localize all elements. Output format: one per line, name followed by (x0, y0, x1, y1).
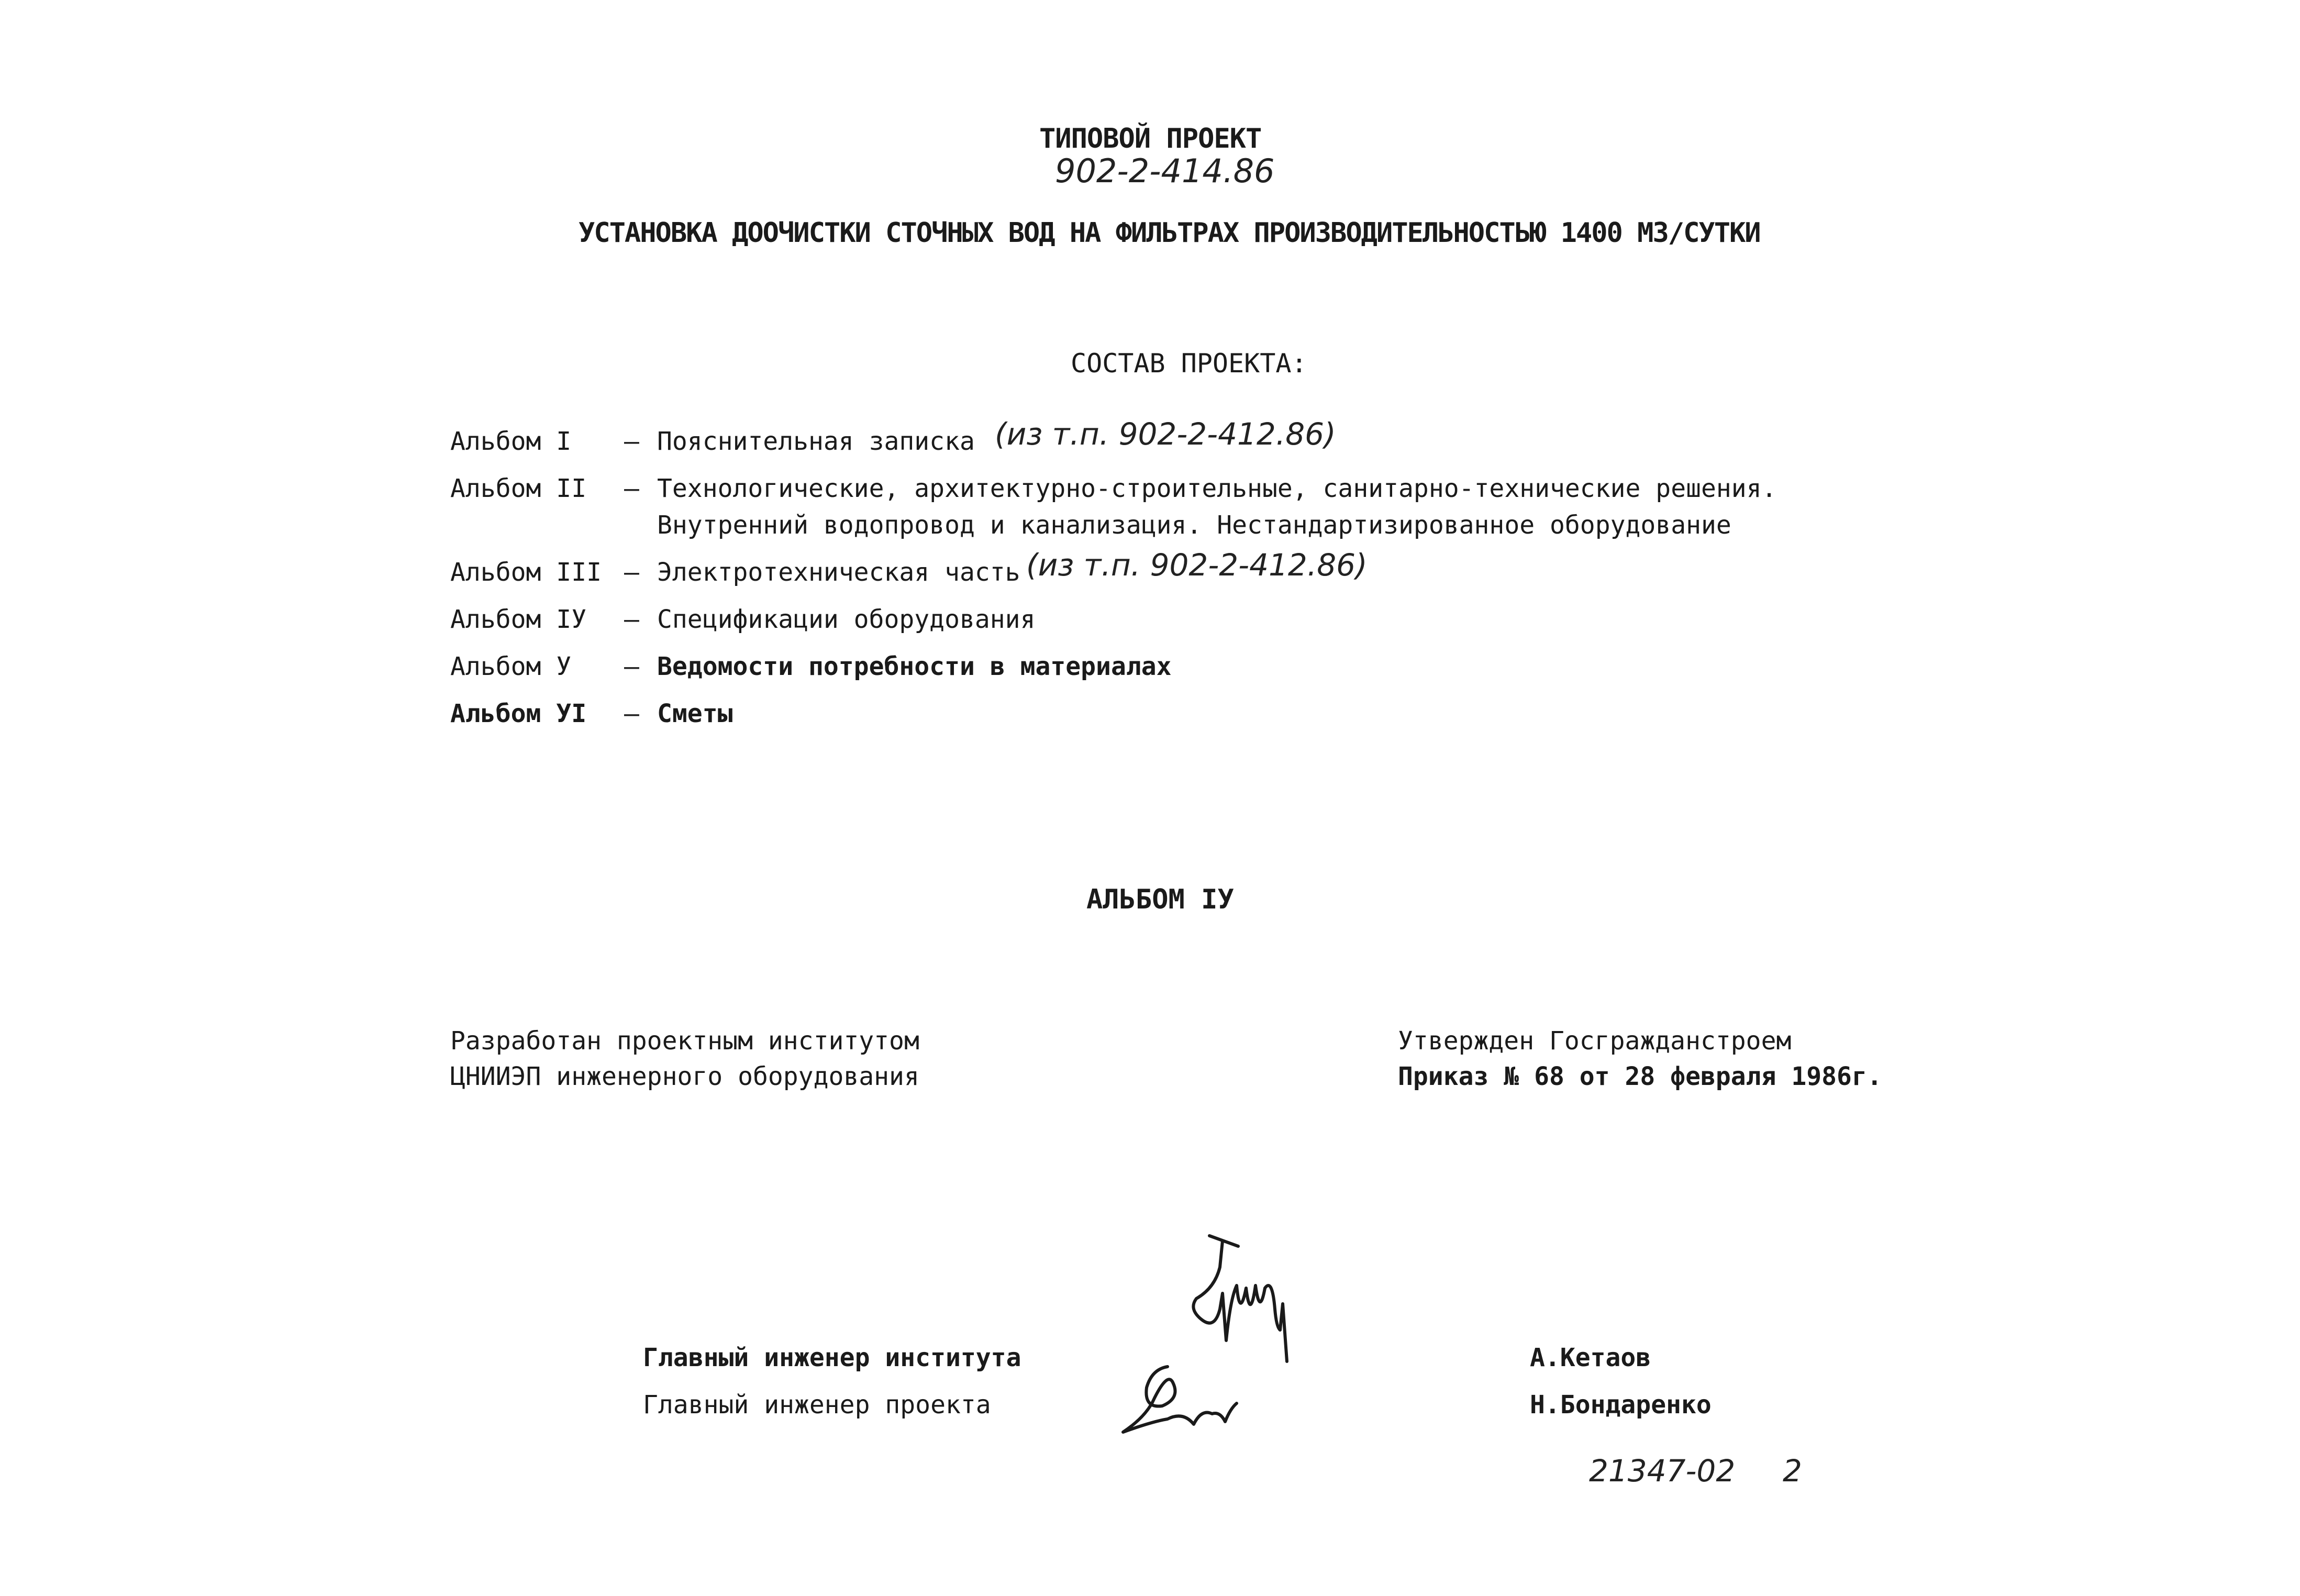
album-code-1: Альбом I (450, 427, 572, 456)
album-title: АЛЬБОМ IУ (1086, 884, 1234, 915)
album-note-3: (из т.п. 902-2-412.86) (1026, 547, 1368, 583)
signature-chief-engineer-institute (1193, 1236, 1287, 1361)
album-text-2: Технологические, архитектурно-строительные, санитарно-технические решения. (657, 474, 1777, 503)
album-dash-2: – (624, 474, 639, 503)
approval-line-2: Приказ № 68 от 28 февраля 1986г. (1398, 1062, 1882, 1091)
album-code-6: Альбом УI (450, 699, 587, 728)
album-code-3: Альбом III (450, 558, 602, 587)
album-text-5: Ведомости потребности в материалах (657, 652, 1172, 681)
album-text-3: Электротехническая часть (657, 558, 1020, 587)
developer-line-2: ЦНИИЭП инженерного оборудования (450, 1062, 919, 1091)
approval-line-1: Утвержден Госгражданстроем (1398, 1026, 1792, 1056)
album-code-4: Альбом IУ (450, 605, 587, 634)
signatory-role-1: Главный инженер института (643, 1343, 1021, 1372)
signatory-role-2: Главный инженер проекта (643, 1390, 991, 1420)
page-number: 2 (1783, 1453, 1802, 1489)
signature-chief-engineer-project (1123, 1367, 1237, 1432)
album-dash-5: – (624, 652, 639, 681)
album-note-1: (из т.п. 902-2-412.86) (995, 416, 1336, 452)
signatory-name-1: А.Кетаов (1530, 1343, 1651, 1372)
album-dash-1: – (624, 427, 639, 456)
album-text-4: Спецификации оборудования (657, 605, 1036, 634)
project-title: УСТАНОВКА ДООЧИСТКИ СТОЧНЫХ ВОД НА ФИЛЬТРАХ ПРОИЗВОДИТЕЛЬНОСТЬЮ 1400 М3/СУТКИ (579, 217, 1760, 249)
archive-number: 21347-02 (1589, 1453, 1736, 1489)
album-text-6: Сметы (657, 699, 733, 728)
project-number: 902-2-414.86 (1055, 152, 1275, 190)
album-code-5: Альбом У (450, 652, 572, 681)
signatory-name-2: Н.Бондаренко (1530, 1390, 1712, 1420)
album-dash-4: – (624, 605, 639, 634)
album-dash-6: – (624, 699, 639, 728)
album-text-1: Пояснительная записка (657, 427, 975, 456)
album-text-2-line-2: Внутренний водопровод и канализация. Нестандартизированное оборудование (657, 511, 1731, 540)
signatures (1089, 1231, 1340, 1450)
album-code-2: Альбом II (450, 474, 587, 503)
series-label: ТИПОВОЙ ПРОЕКТ (1039, 123, 1262, 154)
developer-line-1: Разработан проектным институтом (450, 1026, 919, 1056)
composition-heading: СОСТАВ ПРОЕКТА: (1071, 348, 1307, 379)
album-dash-3: – (624, 558, 639, 587)
